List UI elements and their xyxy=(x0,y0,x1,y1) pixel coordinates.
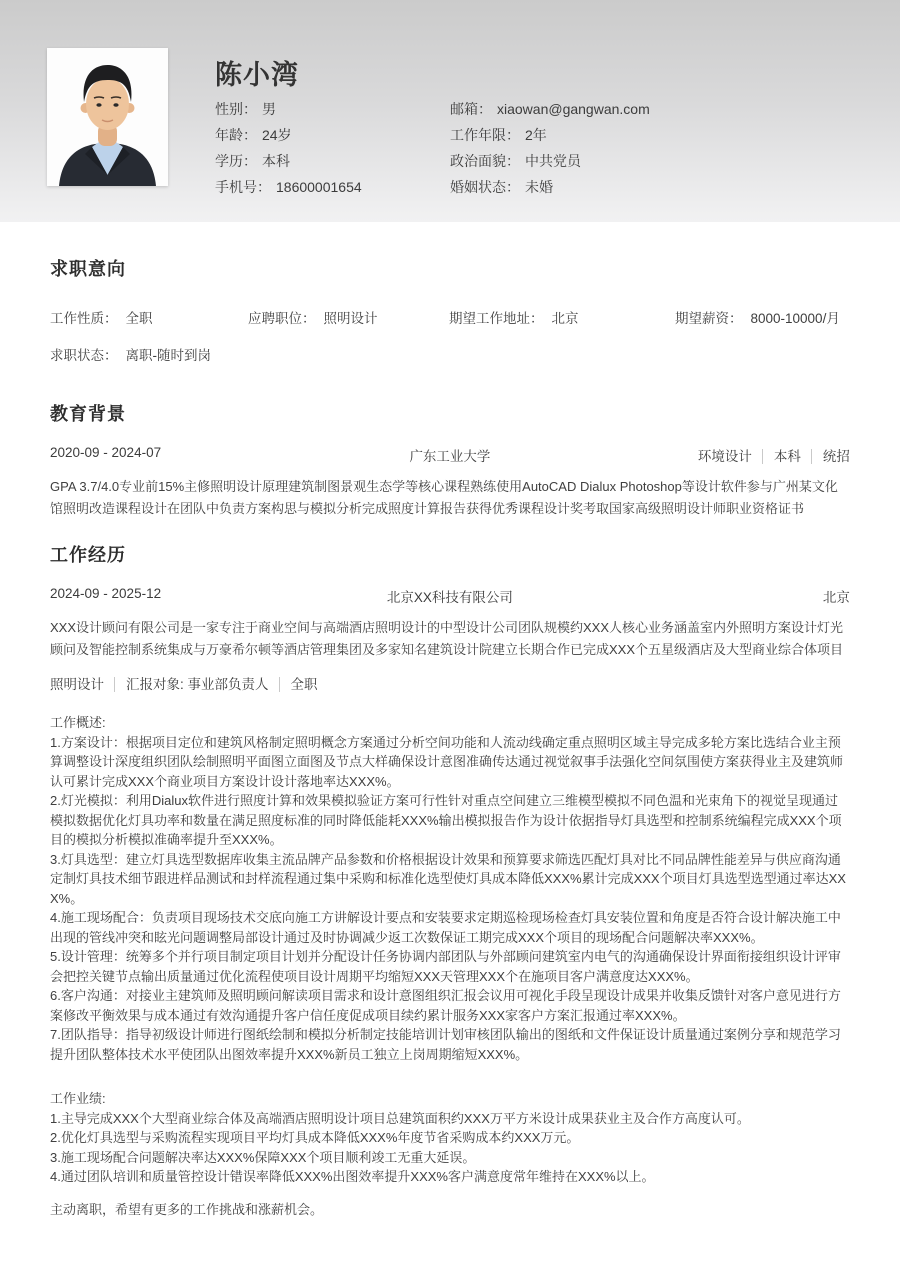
intent-job-status xyxy=(50,344,211,364)
resume-header xyxy=(0,0,900,222)
section-title-education: 教育背景 xyxy=(50,404,126,424)
resume-body xyxy=(0,255,900,1219)
profile-field-degree xyxy=(215,148,362,174)
overview-item-3: 3.灯具选型：建立灯具选型数据库收集主流品牌产品参数和价格根据设计效果和预算要求筛选匹配灯具对比不同品牌性能差异与供应商沟通定制灯具技术细节跟进样品测试和封样流程通过集中采购和标准化选型使灯具成本降低XXX%累计完成XXX个项目灯具选型选型通过率达XXX%。 xyxy=(50,851,846,906)
intent-target-location xyxy=(449,307,579,327)
intent-expected-salary xyxy=(675,307,840,327)
field-value: 24岁 xyxy=(262,127,292,143)
education-entry-row xyxy=(50,445,850,465)
field-value: 未婚 xyxy=(525,179,553,195)
intent-job-nature xyxy=(50,307,153,327)
profile-field-phone xyxy=(215,174,362,200)
education-school: 广东工业大学 xyxy=(409,449,491,464)
overview-item-7: 7.团队指导：指导初级设计师进行图纸绘制和模拟分析制定技能培训计划审核团队输出的图纸和文件保证设计质量通过案例分享和规范学习提升团队整体技术水平使团队出图效率提升XXX%新员工独立上岗周期缩短XXX%。 xyxy=(50,1027,841,1062)
profile-field-marital-status xyxy=(450,174,650,200)
profile-field-political-status xyxy=(450,148,650,174)
field-value: 北京 xyxy=(551,311,579,326)
achievement-item-2: 2.优化灯具选型与采购流程实现项目平均灯具成本降低XXX%年度节省采购成本约XXX万元。 xyxy=(50,1130,580,1145)
field-label: 求职状态： xyxy=(50,348,118,363)
profile-field-email xyxy=(450,96,650,122)
field-label: 工作性质： xyxy=(50,311,118,326)
field-value: 照明设计 xyxy=(323,311,378,326)
overview-item-6: 6.客户沟通：对接业主建筑师及照明顾问解读项目需求和设计意图组织汇报会议用可视化手段呈现设计成果并收集反馈针对客户意见进行方案修改平衡效果与成本通过有效沟通提升客户信任度促成项目续约累计服务XXX家客户方案汇报通过率XXX%。 xyxy=(50,988,841,1023)
position-meta-row xyxy=(50,673,850,693)
overview-item-5: 5.设计管理：统筹多个并行项目制定项目计划并分配设计任务协调内部团队与外部顾问建筑室内电气的沟通确保设计界面衔接组织设计评审会把控关键节点输出质量通过优化流程使项目设计周期平均缩短XXX天管理XXX个在施项目客户满意度达XXX%。 xyxy=(50,949,841,984)
field-value: 本科 xyxy=(262,153,290,169)
field-value: 8000-10000/月 xyxy=(750,311,840,326)
employment-type: 全职 xyxy=(279,677,318,692)
education-description: GPA 3.7/4.0专业前15%主修照明设计原理建筑制图景观生态学等核心课程熟练使用AutoCAD Dialux Photoshop等设计软件参与广州某文化馆照明改造课程设计在团队中负责方案构思与模拟分析完成照度计算报告获得优秀课程设计奖考取国家高级照明设计师职业资格证书 xyxy=(50,479,838,516)
profile-photo xyxy=(47,48,168,186)
portrait-illustration xyxy=(47,48,168,186)
work-company: 北京XX科技有限公司 xyxy=(386,590,513,605)
field-label: 学历： xyxy=(215,153,257,169)
work-period: 2024-09 - 2025-12 xyxy=(50,586,162,601)
intent-target-position xyxy=(248,307,378,327)
work-entry-row xyxy=(50,586,850,606)
profile-info-left xyxy=(215,96,362,200)
field-value: 2年 xyxy=(525,127,547,143)
work-location: 北京 xyxy=(822,590,850,605)
report-to: 汇报对象: 事业部负责人 xyxy=(114,677,269,692)
candidate-name: 陈小湾 xyxy=(215,60,299,90)
field-value: xiaowan@gangwan.com xyxy=(497,101,650,117)
field-value: 男 xyxy=(262,101,276,117)
education-tags xyxy=(583,445,850,465)
field-label: 性别： xyxy=(215,101,257,117)
field-label: 应聘职位： xyxy=(248,311,316,326)
field-label: 期望薪资： xyxy=(675,311,743,326)
profile-info-right xyxy=(450,96,650,200)
company-intro: XXX设计顾问有限公司是一家专注于商业空间与高端酒店照明设计的中型设计公司团队规模约XXX人核心业务涵盖室内外照明方案设计灯光顾问及智能控制系统集成与万豪希尔顿等酒店管理集团及多家知名建筑设计院建立长期合作已完成XXX个五星级酒店及大型商业综合体项目 xyxy=(50,620,844,657)
education-degree: 本科 xyxy=(762,449,801,464)
field-value: 18600001654 xyxy=(276,179,362,195)
profile-field-experience-years xyxy=(450,122,650,148)
job-intent-row-2 xyxy=(50,344,850,361)
field-label: 婚姻状态： xyxy=(450,179,520,195)
job-intent-row-1 xyxy=(50,307,850,324)
field-label: 手机号： xyxy=(215,179,271,195)
education-admission-type: 统招 xyxy=(811,449,850,464)
work-achievements-label: 工作业绩: xyxy=(50,1091,106,1106)
overview-item-1: 1.方案设计：根据项目定位和建筑风格制定照明概念方案通过分析空间功能和人流动线确定重点照明区域主导完成多轮方案比选结合业主预算调整设计深度组织团队绘制照明平面图立面图及节点大样确保设计意图准确传达通过视觉叙事手法强化空间氛围使方案获得业主及建筑师认可累计完成XXX个商业项目方案设计设计落地率达XXX%。 xyxy=(50,734,844,789)
field-label: 年龄： xyxy=(215,127,257,143)
education-period: 2020-09 - 2024-07 xyxy=(50,445,162,460)
leave-reason: 主动离职，希望有更多的工作挑战和涨薪机会。 xyxy=(50,1201,324,1217)
education-major: 环境设计 xyxy=(697,449,752,464)
field-label: 邮箱： xyxy=(450,101,492,117)
field-value: 离职-随时到岗 xyxy=(125,348,211,363)
work-achievements xyxy=(50,1089,850,1187)
field-label: 工作年限： xyxy=(450,127,520,143)
profile-field-gender xyxy=(215,96,362,122)
section-title-work-experience: 工作经历 xyxy=(50,545,126,565)
achievement-item-4: 4.通过团队培训和质量管控设计错误率降低XXX%出图效率提升XXX%客户满意度常年维持在XXX%以上。 xyxy=(50,1169,655,1184)
overview-item-2: 2.灯光模拟：利用Dialux软件进行照度计算和效果模拟验证方案可行性针对重点空间建立三维模型模拟不同色温和光束角下的视觉呈现通过模拟数据优化灯具功率和数量在满足照度标准的同时降低能耗XXX%输出模拟报告作为设计依据指导灯具选型和控制系统编程完成XXX个项目的模拟分析模拟准确率提升至XXX%。 xyxy=(50,793,842,847)
work-overview xyxy=(50,713,850,1064)
field-label: 政治面貌： xyxy=(450,153,520,169)
achievement-item-3: 3.施工现场配合问题解决率达XXX%保障XXX个项目顺利竣工无重大延误。 xyxy=(50,1149,476,1165)
field-label: 期望工作地址： xyxy=(449,311,544,326)
field-value: 中共党员 xyxy=(525,153,581,169)
field-value: 全职 xyxy=(125,311,153,326)
section-title-job-intent: 求职意向 xyxy=(50,259,126,279)
achievement-item-1: 1.主导完成XXX个大型商业综合体及高端酒店照明设计项目总建筑面积约XXX万平方米设计成果获业主及合作方高度认可。 xyxy=(50,1110,750,1126)
profile-field-age xyxy=(215,122,362,148)
work-overview-label: 工作概述: xyxy=(50,715,106,730)
overview-item-4: 4.施工现场配合：负责项目现场技术交底向施工方讲解设计要点和安装要求定期巡检现场检查灯具安装位置和角度是否符合设计解决施工中出现的管线冲突和眩光问题调整局部设计通过及时协调减少返工次数保证工期完成XXX个项目的现场配合问题解决率XXX%。 xyxy=(50,910,841,945)
position-title: 照明设计 xyxy=(50,677,104,692)
